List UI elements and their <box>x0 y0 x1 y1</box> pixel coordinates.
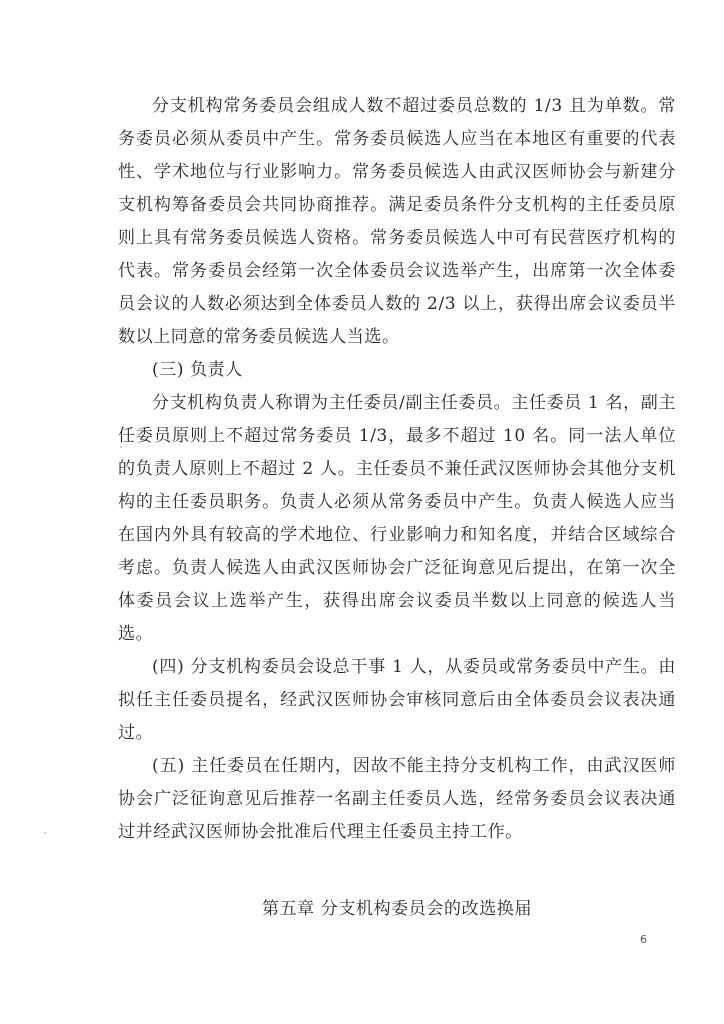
page-number: 6 <box>640 933 647 946</box>
scan-speck <box>120 446 122 448</box>
body-text <box>118 90 676 849</box>
paragraph-leaders: 分支机构负责人称谓为主任委员/副主任委员。主任委员 1 名，副主任委员原则上不超过常务委员 1/3，最多不超过 10 名。同一法人单位的负责人原则上不超过 2 人。主任委员不兼任武汉医师协会其他分支机构的主任委员职务。负责人必须从常务委员中产生。负责人候选人应当在国内外具有较高的学术地位、行业影响力和知名度，并结合区域综合考虑。负责人候选人由武汉医师协会广泛征询意见后提出，在第一次全体委员会议上选举产生，获得出席会议委员半数以上同意的候选人当选。 <box>118 393 676 644</box>
paragraph-acting-director: (五) 主任委员在任期内，因故不能主持分支机构工作，由武汉医师协会广泛征询意见后推荐一名副主任委员人选，经常务委员会议表决通过并经武汉医师协会批准后代理主任委员主持工作。 <box>118 756 676 842</box>
chapter-title: 第五章 分支机构委员会的改选换届 <box>261 899 532 919</box>
paragraph-secretary-general: (四) 分支机构委员会设总干事 1 人，从委员或常务委员中产生。由拟任主任委员提名，经武汉医师协会审核同意后由全体委员会议表决通过。 <box>118 657 676 743</box>
scan-speck <box>44 832 46 834</box>
paragraph-standing-committee: 分支机构常务委员会组成人数不超过委员总数的 1/3 且为单数。常务委员必须从委员中产生。常务委员候选人应当在本地区有重要的代表性、学术地位与行业影响力。常务委员候选人由武汉医师协会与新建分支机构筹备委员会共同协商推荐。满足委员条件分支机构的主任委员原则上具有常务委员候选人资格。常务委员候选人中可有民营医疗机构的代表。常务委员会经第一次全体委员会议选举产生，出席第一次全体委员会议的人数必须达到全体委员人数的 2/3 以上，获得出席会议委员半数以上同意的常务委员候选人当选。 <box>118 96 676 347</box>
section-heading-leaders: (三) 负责人 <box>152 360 243 380</box>
